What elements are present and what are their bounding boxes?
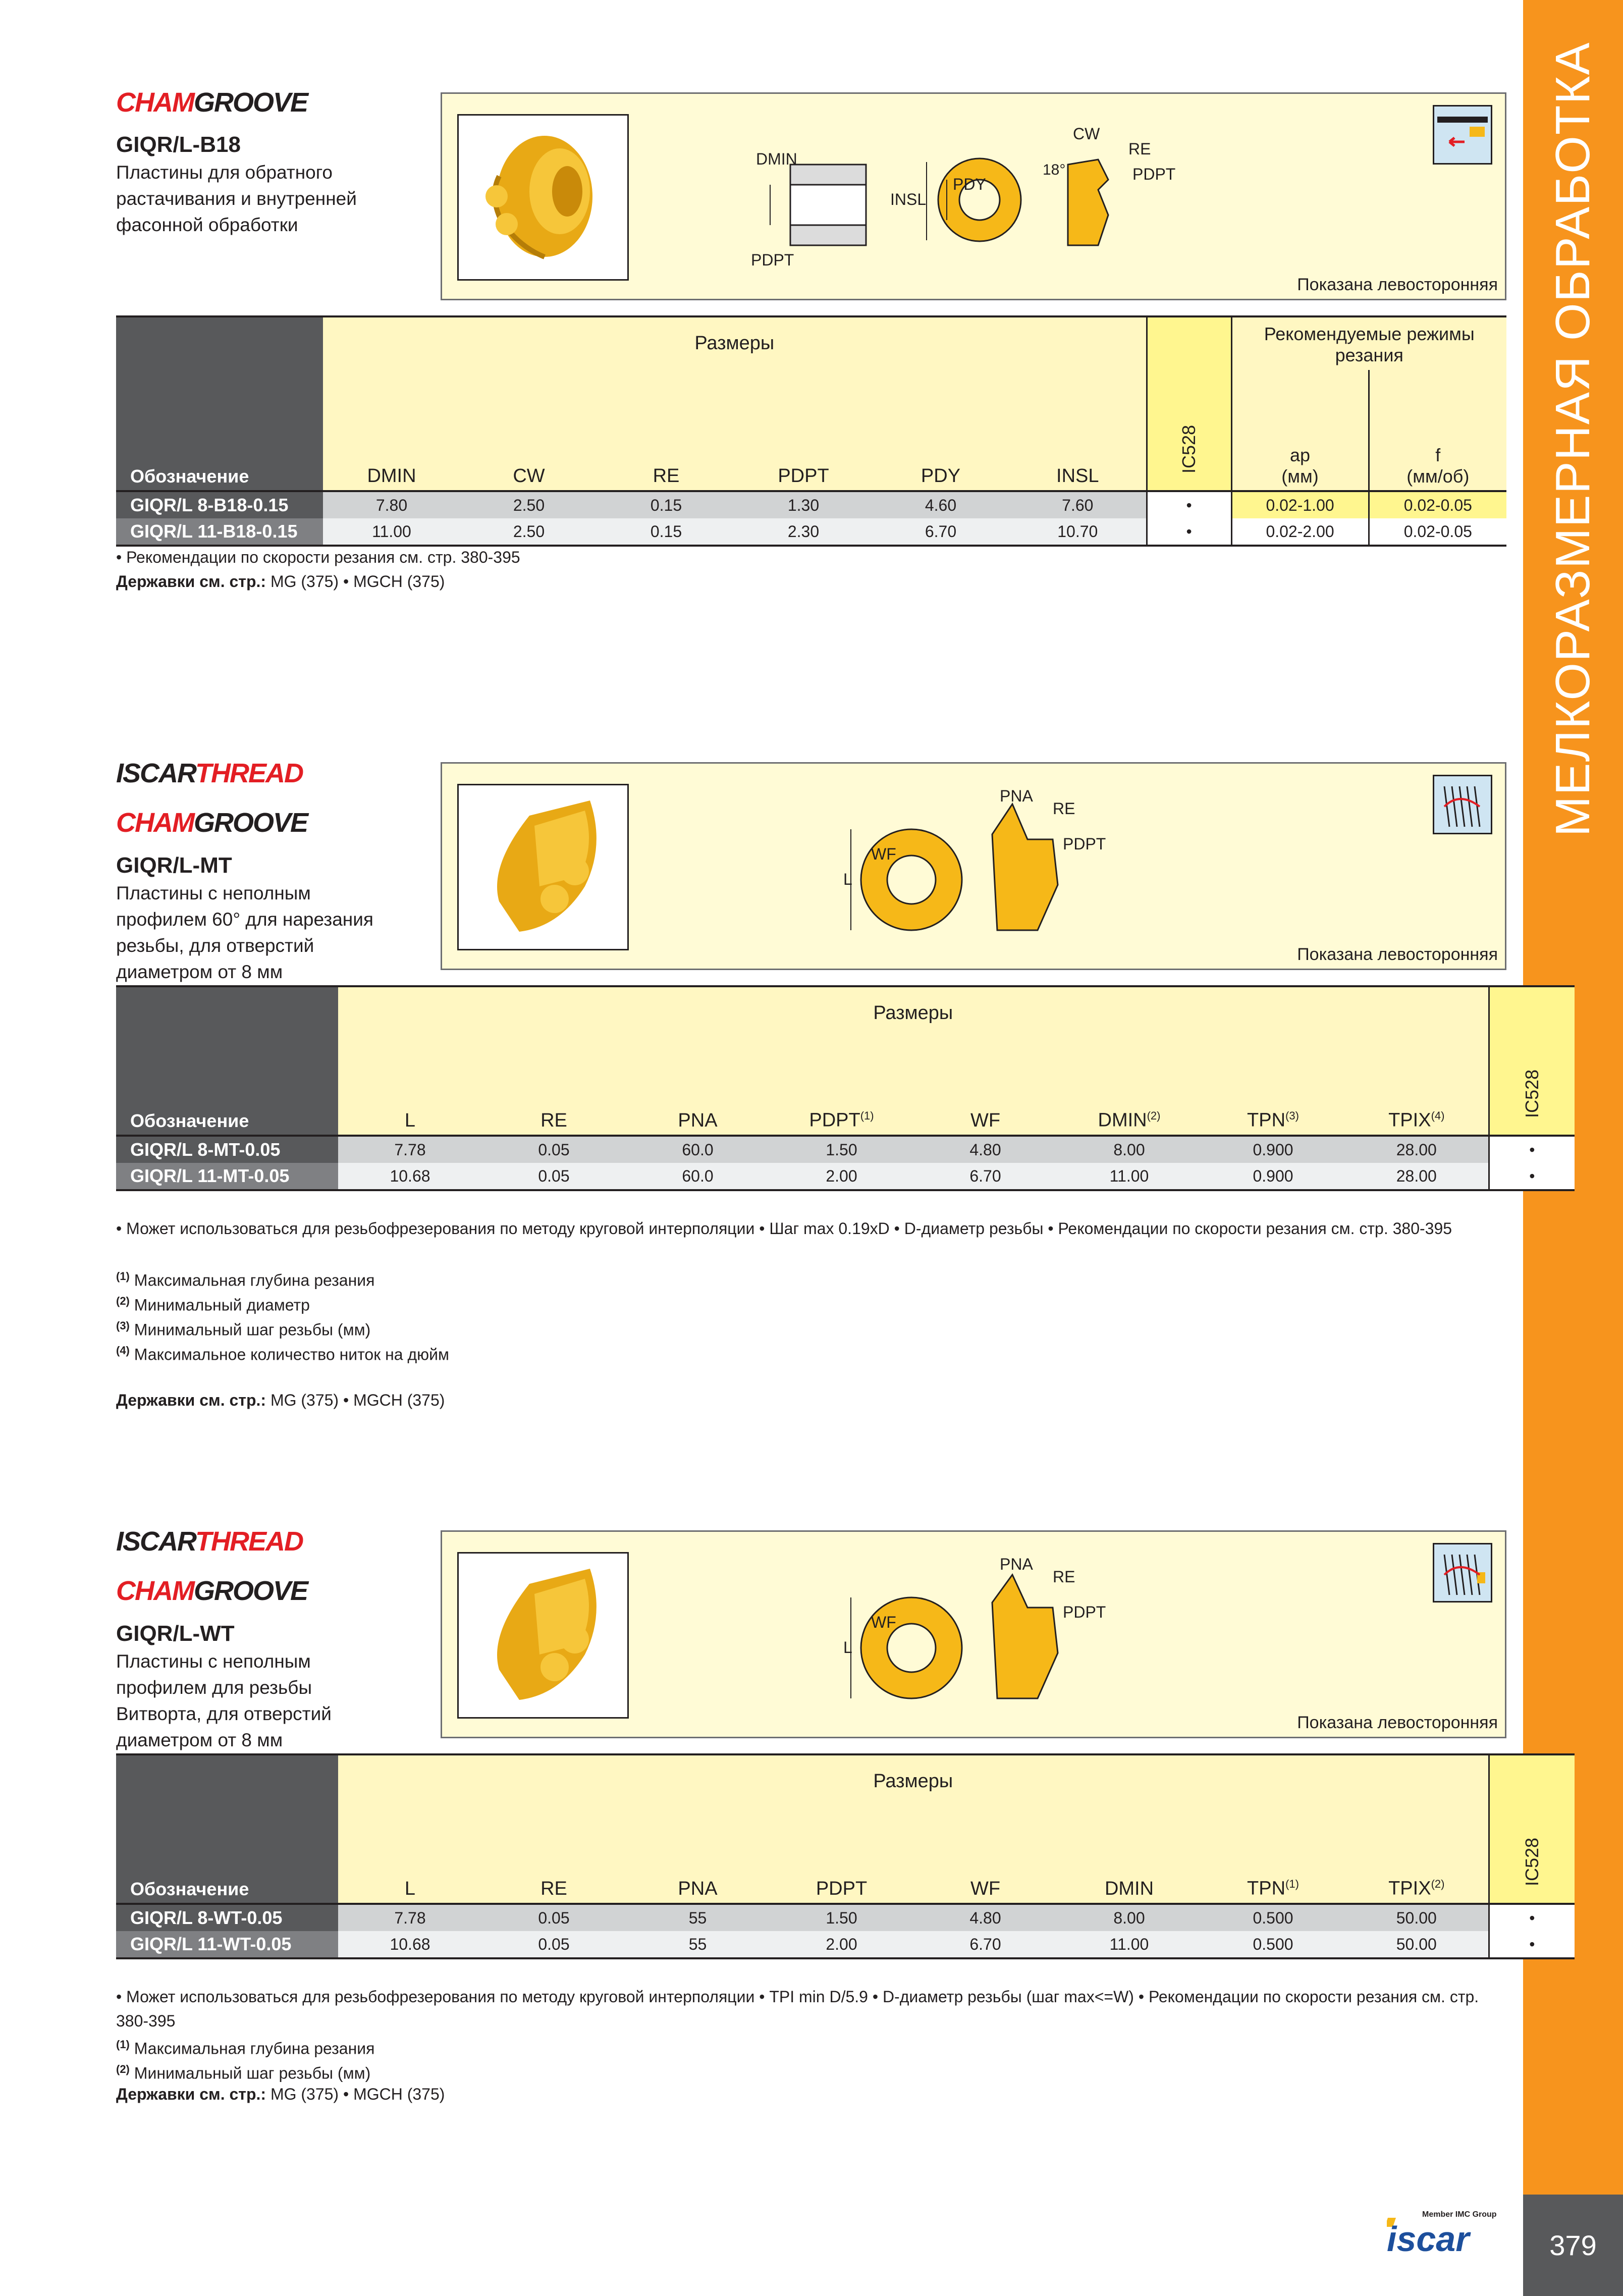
chamgroove-logo: CHAMGROOVE bbox=[116, 1576, 308, 1606]
col-wf: WF bbox=[913, 1037, 1057, 1136]
col-pna: PNA bbox=[626, 1037, 770, 1136]
boring-icon bbox=[1433, 105, 1492, 165]
label-wf: WF bbox=[871, 1613, 896, 1631]
col-pdy: PDY bbox=[872, 370, 1009, 491]
shown-left-note: Показана левосторонняя bbox=[1297, 1713, 1498, 1732]
logo-name: iscar bbox=[1387, 2219, 1470, 2257]
technical-drawing bbox=[826, 1552, 1179, 1724]
table-row: GIQR/L 11-B18-0.15 11.00 2.50 0.15 2.30 6.70 10.70 • 0.02-2.00 0.02-0.05 bbox=[116, 518, 1506, 546]
col-tpn: TPN$^{(3)}$ bbox=[1201, 1037, 1345, 1136]
label-cw: CW bbox=[1073, 125, 1100, 143]
label-wf: WF bbox=[871, 845, 896, 863]
figure-panel bbox=[441, 92, 1506, 300]
insert-photo bbox=[457, 1552, 629, 1719]
col-tpix: TPIX$^{(4)}$ bbox=[1345, 1037, 1489, 1136]
col-pdpt: PDPT bbox=[770, 1805, 913, 1904]
label-pdpt: PDPT bbox=[1063, 1603, 1106, 1621]
designation-header: Обозначение bbox=[116, 316, 323, 491]
holders-note: Державки см. стр.: MG (375) • MGCH (375) bbox=[116, 1391, 445, 1409]
label-insl: INSL bbox=[890, 190, 927, 208]
label-l: L bbox=[843, 870, 852, 888]
col-pdpt: PDPT bbox=[735, 370, 872, 491]
col-ap: ap (мм) bbox=[1231, 370, 1369, 491]
shown-left-note: Показана левосторонняя bbox=[1297, 275, 1498, 294]
spec-table-wt bbox=[116, 1753, 1575, 1959]
product-title: GIQR/L-WT bbox=[116, 1621, 235, 1646]
col-dmin: DMIN bbox=[1057, 1805, 1201, 1904]
product-description: Пластины с неполным профилем 60° для нарезания резьбы, для отверстий диаметром от 8 мм bbox=[116, 883, 373, 982]
section-title-vertical: МЕЛКОРАЗМЕРНАЯ ОБРАБОТКА bbox=[1546, 41, 1600, 837]
spec-table-b18 bbox=[116, 315, 1506, 547]
label-pdpt: PDPT bbox=[751, 251, 794, 269]
note-speed: • Рекомендации по скорости резания см. стр. 380-395 bbox=[116, 548, 520, 566]
label-pna: PNA bbox=[1000, 787, 1033, 805]
col-insl: INSL bbox=[1009, 370, 1147, 491]
col-re: RE bbox=[482, 1037, 626, 1136]
chamgroove-logo: CHAMGROOVE bbox=[116, 87, 308, 118]
label-re: RE bbox=[1053, 799, 1075, 818]
iscar-logo bbox=[1387, 2207, 1518, 2260]
label-dmin: DMIN bbox=[756, 150, 797, 168]
col-re: RE bbox=[482, 1805, 626, 1904]
table-row: GIQR/L 8-B18-0.15 7.80 2.50 0.15 1.30 4.60 7.60 • 0.02-1.00 0.02-0.05 bbox=[116, 491, 1506, 518]
table-row: GIQR/L 11-WT-0.05 10.68 0.05 55 2.00 6.70 11.00 0.500 50.00 • bbox=[116, 1931, 1575, 1958]
product-description: Пластины с неполным профилем для резьбы Витворта, для отверстий диаметром от 8 мм bbox=[116, 1651, 332, 1750]
grade-header: IC528 bbox=[1489, 1754, 1575, 1904]
footnote: $^{(4)}$ Максимальное количество ниток на дюйм bbox=[116, 1344, 450, 1364]
col-tpn: TPN$^{(1)}$ bbox=[1201, 1805, 1345, 1904]
label-pna: PNA bbox=[1000, 1555, 1033, 1573]
label-re: RE bbox=[1053, 1568, 1075, 1586]
product-description: Пластины для обратного растачивания и внутренней фасонной обработки bbox=[116, 162, 357, 235]
insert-photo bbox=[457, 784, 629, 950]
chamgroove-logo: CHAMGROOVE bbox=[116, 808, 308, 838]
page-number: 379 bbox=[1523, 2195, 1623, 2296]
label-angle: 18° bbox=[1043, 162, 1066, 178]
col-tpix: TPIX$^{(2)}$ bbox=[1345, 1805, 1489, 1904]
col-pna: PNA bbox=[626, 1805, 770, 1904]
product-title: GIQR/L-B18 bbox=[116, 132, 241, 157]
designation-header: Обозначение bbox=[116, 1754, 338, 1904]
col-l: L bbox=[338, 1805, 482, 1904]
iscarthread-logo: ISCARTHREAD bbox=[116, 758, 303, 788]
footnote: $^{(2)}$ Минимальный шаг резьбы (мм) bbox=[116, 2063, 371, 2083]
threading-icon bbox=[1433, 1543, 1492, 1603]
col-wf: WF bbox=[913, 1805, 1057, 1904]
threading-icon bbox=[1433, 775, 1492, 834]
label-re: RE bbox=[1128, 140, 1151, 158]
note-usage: • Может использоваться для резьбофрезерования по методу круговой интерполяции • TPI min D/5.9 • D-диаметр резьбы (шаг max<=W) • Рекомендации по скорости резания см. стр. 380-395 bbox=[116, 1988, 1479, 2030]
shown-left-note: Показана левосторонняя bbox=[1297, 945, 1498, 964]
footnote: $^{(1)}$ Максимальная глубина резания bbox=[116, 1270, 375, 1290]
note-usage: • Может использоваться для резьбофрезерования по методу круговой интерполяции • Шаг max 0.19xD • D-диаметр резьбы • Рекомендации по скорости резания см. стр. 380-395 bbox=[116, 1219, 1452, 1238]
cutting-header: Рекомендуемые режимы резания bbox=[1231, 316, 1506, 370]
col-dmin: DMIN bbox=[323, 370, 460, 491]
figure-panel bbox=[441, 1530, 1506, 1738]
label-pdpt: PDPT bbox=[1063, 835, 1106, 853]
table-row: GIQR/L 8-WT-0.05 7.78 0.05 55 1.50 4.80 8.00 0.500 50.00 • bbox=[116, 1904, 1575, 1931]
col-cw: CW bbox=[460, 370, 598, 491]
col-l: L bbox=[338, 1037, 482, 1136]
holders-note: Державки см. стр.: MG (375) • MGCH (375) bbox=[116, 2085, 445, 2103]
iscarthread-logo: ISCARTHREAD bbox=[116, 1526, 303, 1557]
footnote: $^{(3)}$ Минимальный шаг резьбы (мм) bbox=[116, 1319, 371, 1339]
footnote: $^{(1)}$ Максимальная глубина резания bbox=[116, 2038, 375, 2058]
grade-header: IC528 bbox=[1489, 986, 1575, 1136]
technical-drawing bbox=[725, 114, 1229, 286]
label-l: L bbox=[843, 1638, 852, 1657]
table-row: GIQR/L 8-MT-0.05 7.78 0.05 60.0 1.50 4.80 8.00 0.900 28.00 • bbox=[116, 1136, 1575, 1163]
table-row: GIQR/L 11-MT-0.05 10.68 0.05 60.0 2.00 6.70 11.00 0.900 28.00 • bbox=[116, 1163, 1575, 1190]
dimensions-header: Размеры bbox=[338, 1754, 1489, 1805]
label-pdy: PDY bbox=[953, 175, 986, 193]
col-pdpt: PDPT$^{(1)}$ bbox=[770, 1037, 913, 1136]
holders-note: Державки см. стр.: MG (375) • MGCH (375) bbox=[116, 572, 445, 591]
col-f: f (мм/об) bbox=[1369, 370, 1506, 491]
grade-header: IC528 bbox=[1147, 316, 1231, 491]
technical-drawing bbox=[826, 784, 1179, 955]
dimensions-header: Размеры bbox=[323, 316, 1147, 370]
product-title: GIQR/L-MT bbox=[116, 853, 232, 878]
figure-panel bbox=[441, 762, 1506, 970]
insert-photo bbox=[457, 114, 629, 281]
label-pdpt-side: PDPT bbox=[1132, 165, 1176, 183]
spec-table-mt bbox=[116, 985, 1575, 1191]
footnote: $^{(2)}$ Минимальный диаметр bbox=[116, 1295, 310, 1314]
designation-header: Обозначение bbox=[116, 986, 338, 1136]
col-re: RE bbox=[598, 370, 735, 491]
col-dmin: DMIN$^{(2)}$ bbox=[1057, 1037, 1201, 1136]
logo-tagline: Member IMC Group bbox=[1422, 2210, 1497, 2219]
dimensions-header: Размеры bbox=[338, 986, 1489, 1037]
